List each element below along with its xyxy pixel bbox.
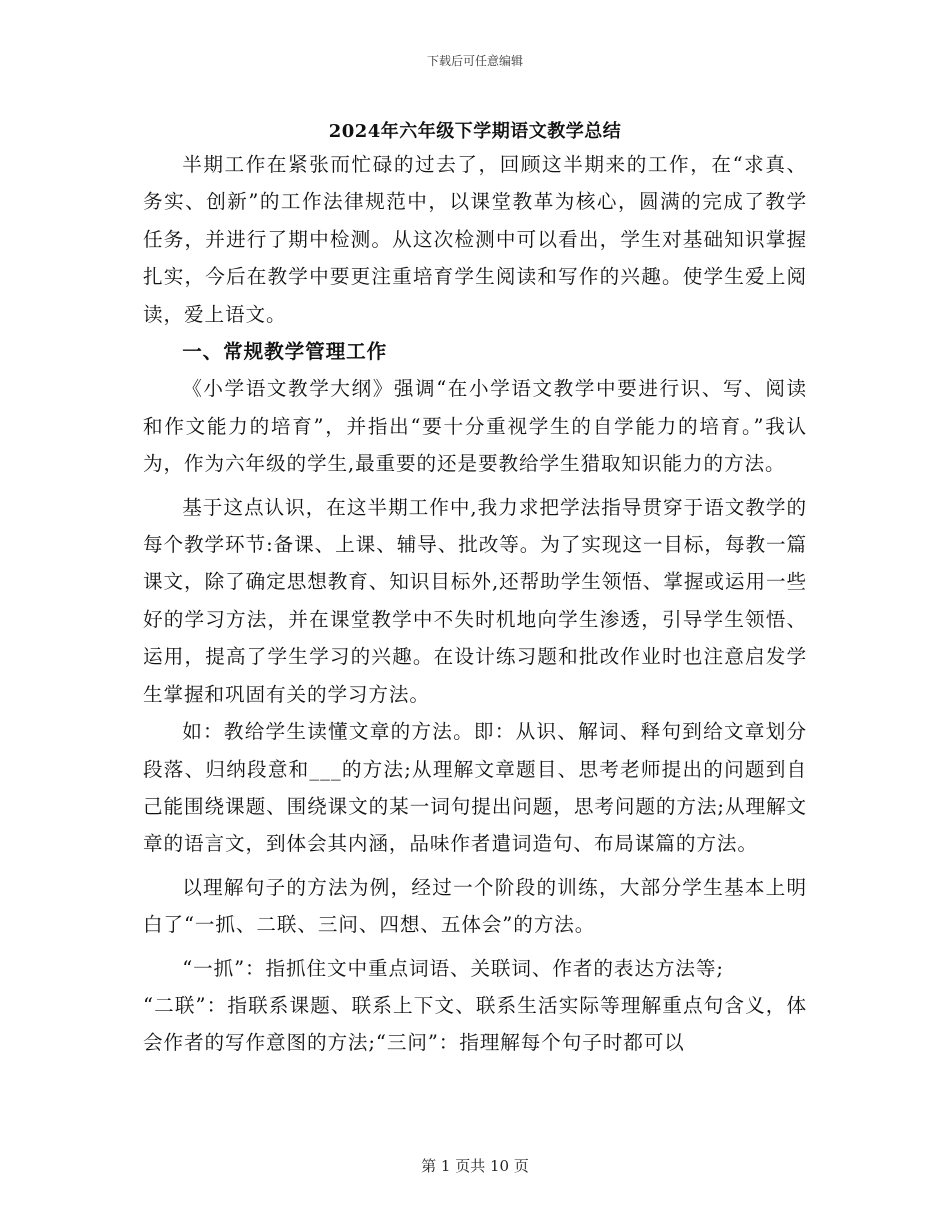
paragraph-method-guidance: 基于这点认识，在这半期工作中,我力求把学法指导贯穿于语文教学的每个教学环节:备课、上课、辅导、批改等。为了实现这一目标，每教一篇课文，除了确定思想教育、知识目标外,还帮助学生领悟、掌握或运用一些好的学习方法，并在课堂教学中不失时机地向学生渗透，引导学生领悟、运用，提高了学生学习的兴趣。在设计练习题和批改作业时也注意启发学生掌握和巩固有关的学习方法。: [143, 495, 807, 706]
paragraph-intro: 半期工作在紧张而忙碌的过去了，回顾这半期来的工作，在“求真、务实、创新”的工作法律规范中，以课堂教革为核心，圆满的完成了教学任务，并进行了期中检测。从这次检测中可以看出，学生对基础知识掌握扎实，今后在教学中要更注重培育学生阅读和写作的兴趣。使学生爱上阅读，爱上语文。: [143, 153, 807, 326]
paragraph-step-two: “二联”：指联系课题、联系上下文、联系生活实际等理解重点句含义，体会作者的写作意图的方法;“三问”：指理解每个句子时都可以: [143, 993, 807, 1055]
section-heading: 一、常规教学管理工作: [182, 340, 388, 364]
page-header: 下载后可任意编辑: [426, 54, 523, 68]
paragraph-step-one: “一抓”：指抓住文中重点词语、关联词、作者的表达方法等;: [182, 956, 724, 980]
document-title: 2024年六年级下学期语文教学总结: [328, 121, 622, 142]
paragraph-syllabus: 《小学语文教学大纲》强调“在小学语文教学中要进行识、写、阅读和作文能力的培育”，并指出“要十分重视学生的自学能力的培育。”我认为，作为六年级的学生,最重要的还是要教给学生猎取知识能力的方法。: [143, 377, 807, 476]
paragraph-reading-method: 如：教给学生读懂文章的方法。即：从识、解词、释句到给文章划分段落、归纳段意和___的方法;从理解文章题目、思考老师提出的问题到自己能围绕课题、围绕课文的某一词句提出问题，思考问题的方法;从理解文章的语言文，到体会其内涵，品味作者遣词造句、布局谋篇的方法。: [143, 720, 807, 856]
page-number: 第 1 页共 10 页: [421, 1157, 529, 1175]
paragraph-sentence-method: 以理解句子的方法为例，经过一个阶段的训练，大部分学生基本上明白了“一抓、二联、三问、四想、五体会”的方法。: [143, 875, 807, 937]
document-body: [143, 146, 807, 1062]
